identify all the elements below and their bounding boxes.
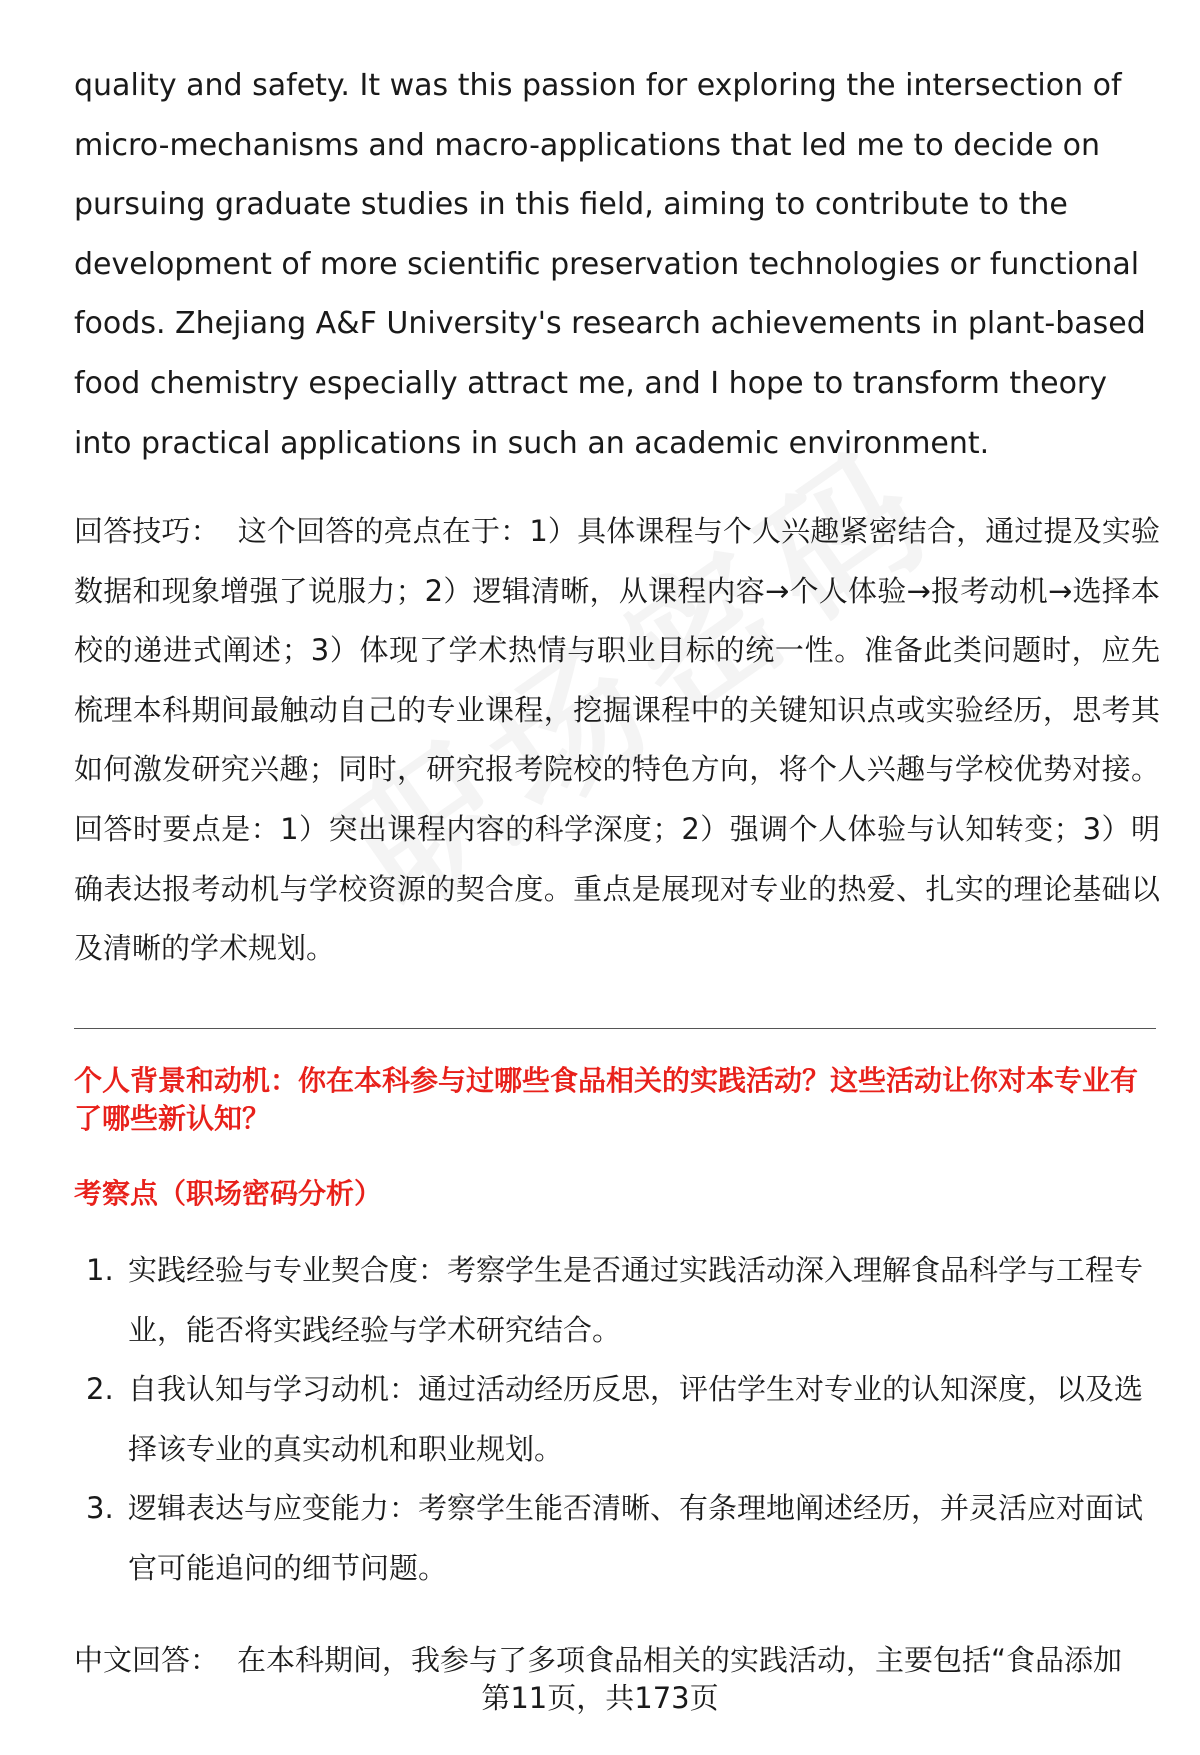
answer-tips [74,502,1160,979]
answer-text: 在本科期间，我参与了多项食品相关的实践活动，主要包括“食品添加 [237,1643,1123,1677]
list-item [74,1241,1160,1360]
list-item-number: 2. [86,1372,114,1407]
list-item-text: 实践经验与专业契合度：考察学生是否通过实践活动深入理解食品科学与工程专业，能否将实践经验与学术研究结合。 [128,1253,1144,1347]
answer-label: 中文回答： [74,1643,220,1677]
tips-label: 回答技巧： [74,514,220,548]
section-divider [74,1028,1156,1029]
list-item-text: 逻辑表达与应变能力：考察学生能否清晰、有条理地阐述经历，并灵活应对面试官可能追问的细节问题。 [128,1491,1144,1585]
list-item [74,1360,1160,1479]
tips-text: 这个回答的亮点在于：1）具体课程与个人兴趣紧密结合，通过提及实验数据和现象增强了说服力；2）逻辑清晰，从课程内容→个人体验→报考动机→选择本校的递进式阐述；3）体现了学术热情与职业目标的统一性。准备此类问题时，应先梳理本科期间最触动自己的专业课程，挖掘课程中的关键知识点或实验经历，思考其如何激发研究兴趣；同时，研究报考院校的特色方向，将个人兴趣与学校优势对接。回答时要点是：1）突出课程内容的科学深度；2）强调个人体验与认知转变；3）明确表达报考动机与学校资源的契合度。重点是展现对专业的热爱、扎实的理论基础以及清晰的学术规划。 [74,514,1160,966]
focus-points-list [74,1241,1160,1599]
list-item-number: 1. [86,1253,114,1287]
list-item-text: 自我认知与学习动机：通过活动经历反思，评估学生对专业的认知深度，以及选择该专业的真实动机和职业规划。 [128,1372,1144,1466]
intro-paragraph: quality and safety. It was this passion for exploring the intersection of micro-mechanisms and macro-applications that led me to decide on pursuing graduate studies in this field, aiming to contribute to the development of more scientific preservation technologies or functional foods. Zhejiang A&F University's research achievements in plant-based food chemistry especially attract me, and I hope to transform theory into practical applications in such an academic environment. [74,68,1146,461]
focus-heading: 考察点（职场密码分析） [74,1177,383,1210]
page-number: 第11页，共173页 [481,1681,719,1715]
list-item-number: 3. [86,1491,114,1526]
list-item [74,1479,1160,1598]
question-heading: 个人背景和动机：你在本科参与过哪些食品相关的实践活动？这些活动让你对本专业有了哪些新认知？ [74,1064,1139,1135]
